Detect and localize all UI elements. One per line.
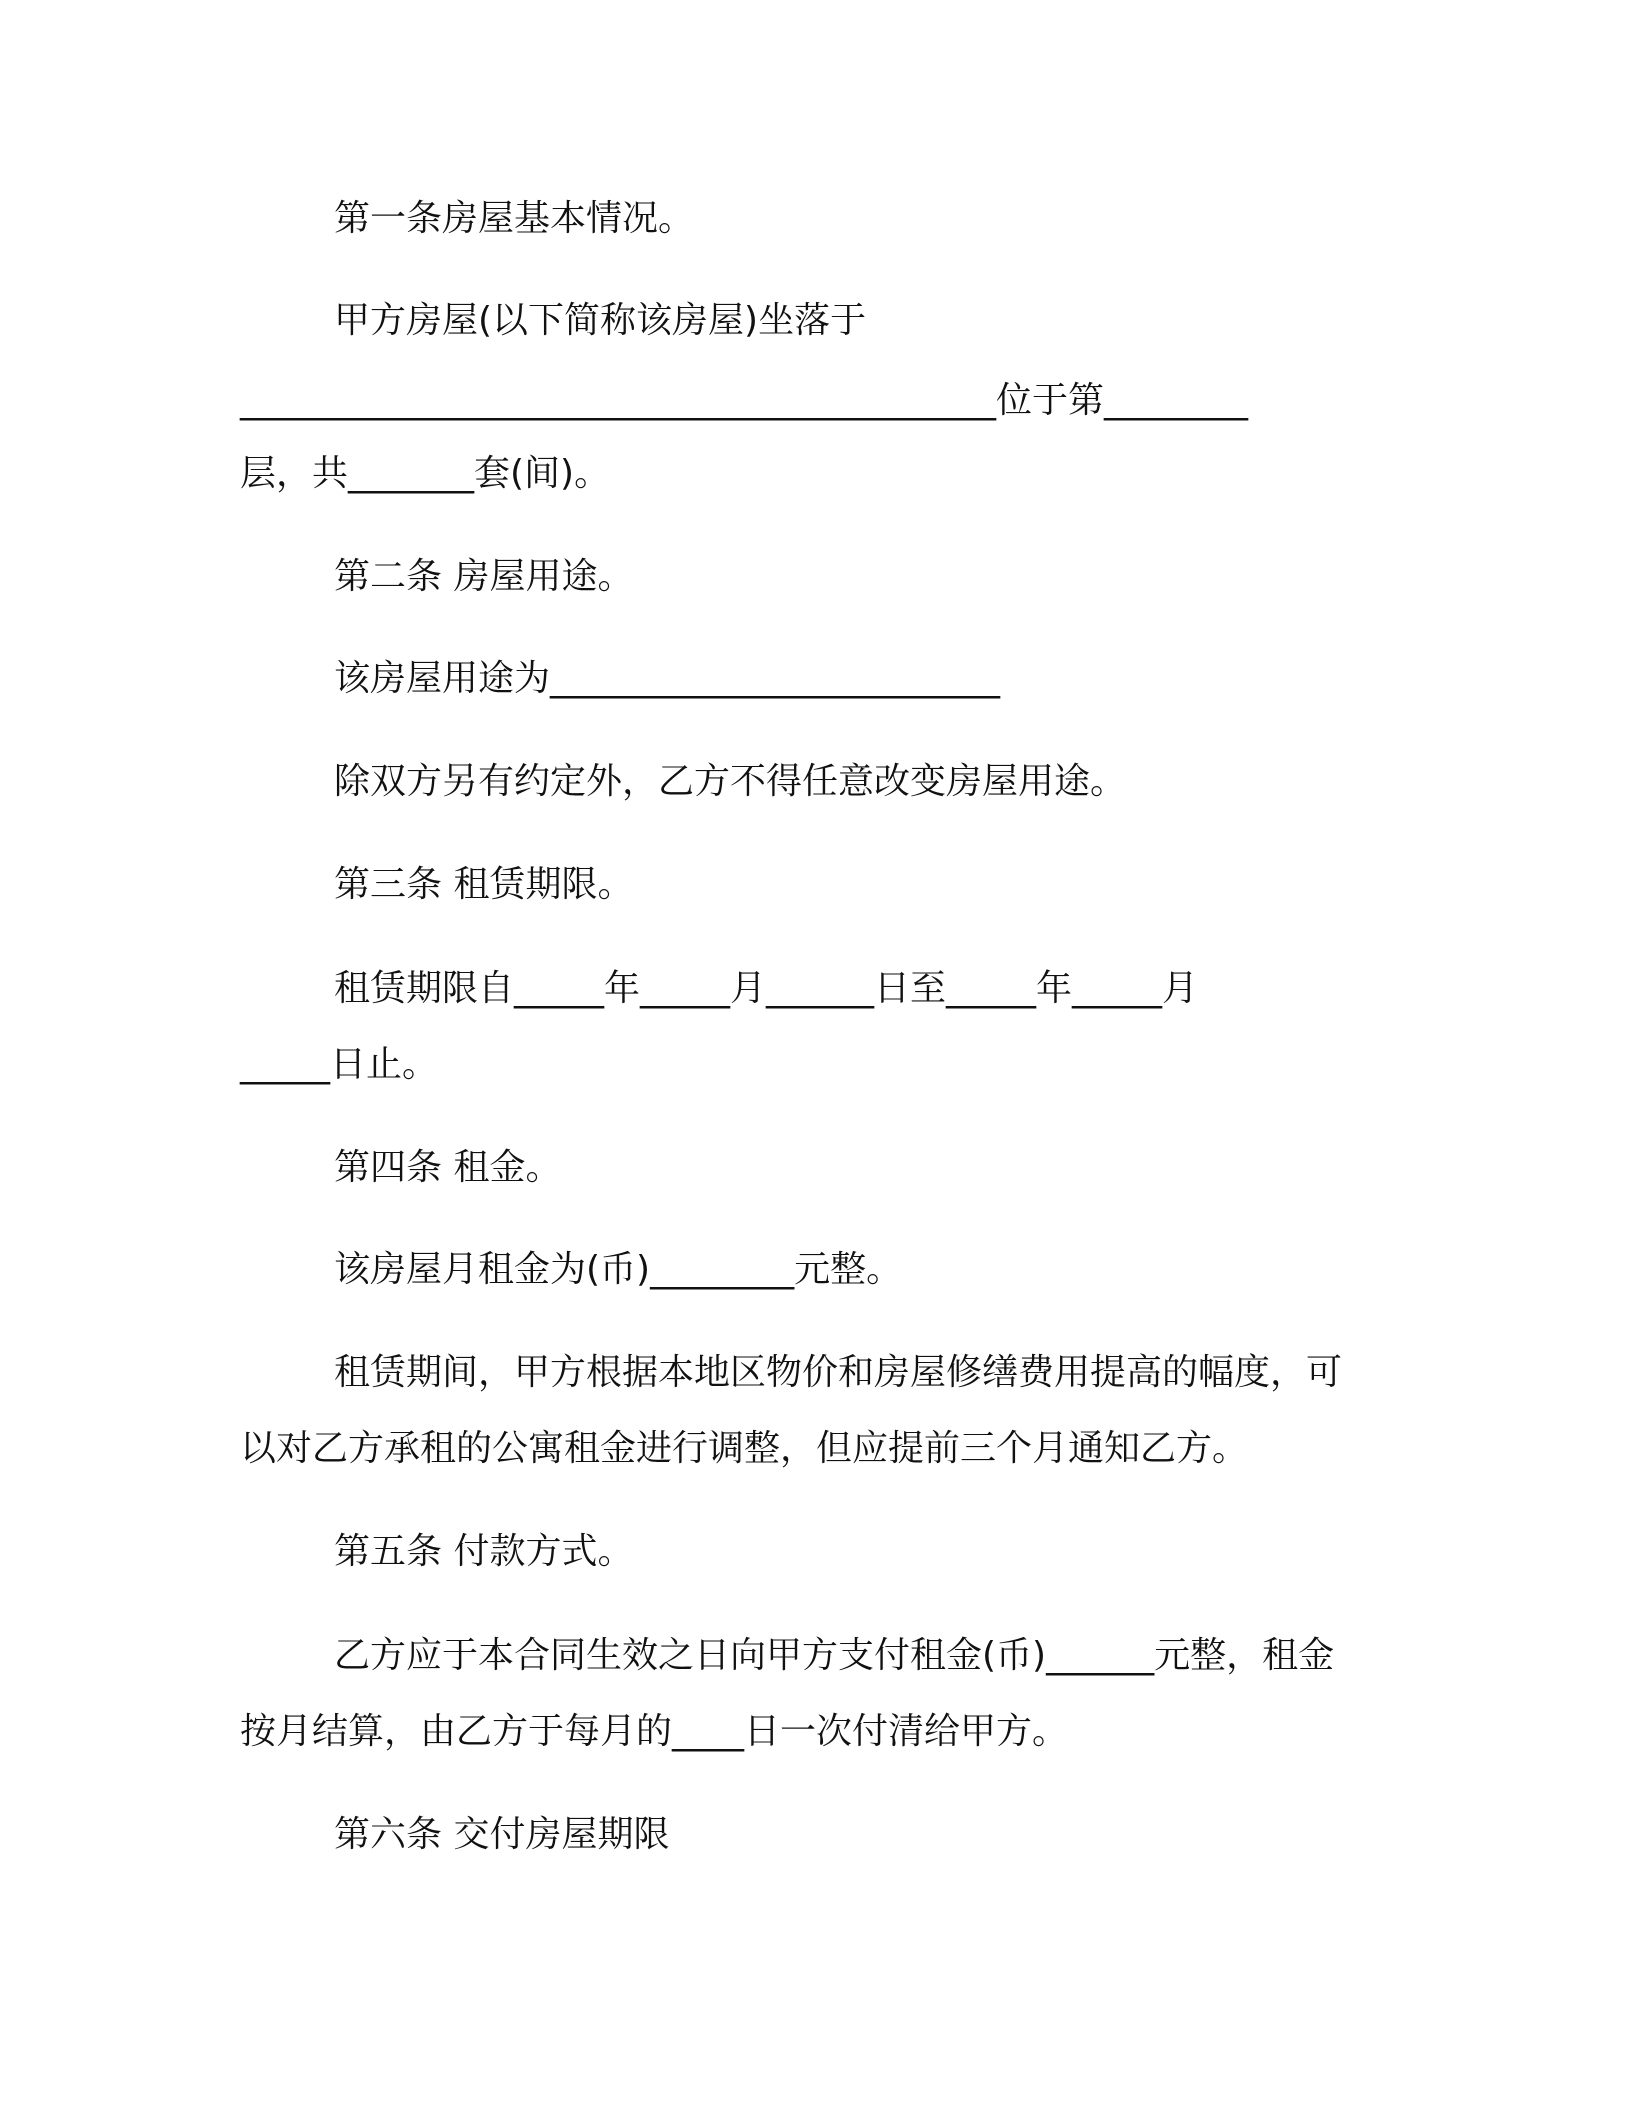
article-1-heading: 第一条房屋基本情况。 [334, 198, 695, 239]
paragraph-line: __________________________________________位于第________ [240, 380, 1249, 421]
article-6-heading: 第六条 交付房屋期限 [334, 1814, 670, 1855]
article-2-heading: 第二条 房屋用途。 [334, 556, 634, 597]
paragraph-line: 按月结算，由乙方于每月的____日一次付清给甲方。 [240, 1711, 1069, 1752]
article-5-heading: 第五条 付款方式。 [334, 1531, 634, 1572]
paragraph-line: 层，共_______套(间)。 [240, 453, 611, 494]
paragraph-line: 租赁期限自_____年_____月______日至_____年_____月 [334, 968, 1199, 1009]
article-3-heading: 第三条 租赁期限。 [334, 864, 634, 905]
paragraph-line: 租赁期间，甲方根据本地区物价和房屋修缮费用提高的幅度，可 [334, 1352, 1343, 1393]
paragraph-line: 乙方应于本合同生效之日向甲方支付租金(币)______元整，租金 [334, 1635, 1335, 1676]
paragraph-line: 该房屋月租金为(币)________元整。 [334, 1249, 903, 1290]
paragraph-line: 除双方另有约定外，乙方不得任意改变房屋用途。 [334, 761, 1127, 802]
paragraph-line: _____日止。 [240, 1044, 439, 1085]
paragraph-line: 甲方房屋(以下简称该房屋)坐落于 [334, 300, 867, 341]
article-4-heading: 第四条 租金。 [334, 1147, 562, 1188]
paragraph-line: 以对乙方承租的公寓租金进行调整，但应提前三个月通知乙方。 [240, 1428, 1249, 1469]
paragraph-line: 该房屋用途为_________________________ [334, 658, 1001, 699]
